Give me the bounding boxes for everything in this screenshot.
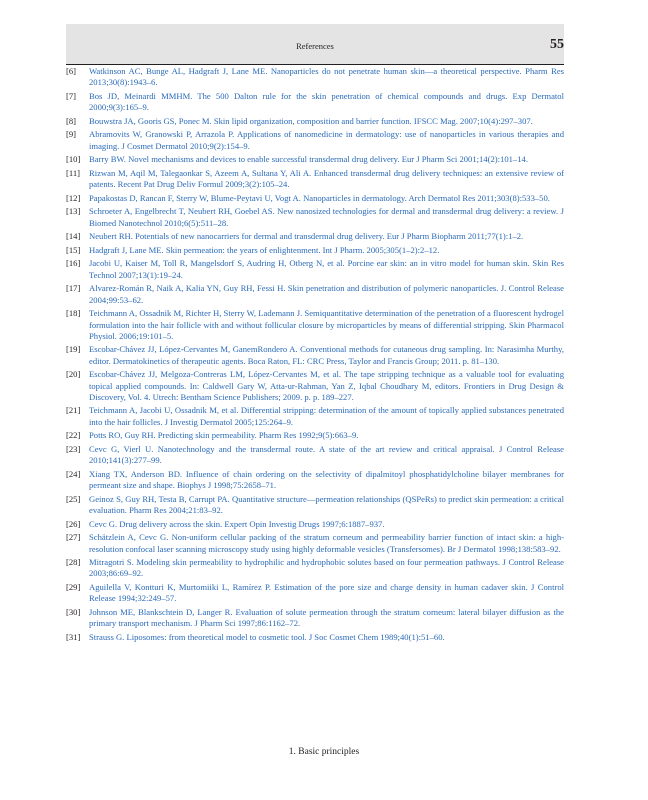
reference-number: [7] — [66, 90, 77, 101]
reference-item — [66, 519, 564, 530]
reference-item — [66, 168, 564, 191]
reference-number: [31] — [66, 631, 81, 642]
reference-item — [66, 245, 564, 256]
reference-item — [66, 116, 564, 127]
reference-item — [66, 129, 564, 152]
reference-link[interactable]: Xiang TX, Anderson BD. Influence of chain ordering on the selectivity of dipalmitoyl phosphatidylcholine bilayer membranes for permeant size and shape. Biophys J 1998;75:2658–71. — [89, 468, 564, 491]
reference-item — [66, 494, 564, 517]
reference-item — [66, 607, 564, 630]
reference-item — [66, 283, 564, 306]
reference-link[interactable]: Johnson ME, Blankschtein D, Langer R. Evaluation of solute permeation through the stratum corneum: lateral bilayer diffusion as the primary transport mechanism. J Pharm Sci 1997;86:1162–72. — [89, 606, 564, 629]
reference-link[interactable]: Aguilella V, Kontturi K, Murtomiiki L, Ramírez P. Estimation of the pore size and charge density in human cadaver skin. J Control Release 1994;32:249–57. — [89, 582, 564, 604]
reference-link[interactable]: Papakostas D, Rancan F, Sterry W, Blume-Peytavi U, Vogt A. Nanoparticles in dermatology. Arch Dermatol Res 2011;303(8):533–50. — [89, 192, 550, 203]
reference-link[interactable]: Abramovits W, Granowski P, Arrazola P. Applications of nanomedicine in dermatology: use of nanoparticles in various therapies and imaging. J Cosmet Dermatol 2010;9(2):154–9. — [89, 129, 564, 151]
page-number: 55 — [550, 37, 564, 52]
reference-number: [14] — [66, 231, 81, 242]
reference-link[interactable]: Teichmann A, Ossadnik M, Richter H, Sterry W, Lademann J. Semiquantitative determination of the penetration of a fluorescent hydrogel formulation into the hair follicle with and without follicular closure by microparticles by means of differential stripping. Skin Pharmacol Physiol. 2006;19:101–5. — [89, 308, 564, 341]
reference-link[interactable]: Escobar-Chávez JJ, Melgoza-Contreras LM, López-Cervantes M, et al. The tape stripping technique as a valuable tool for evaluating topical applied compounds. In: Caldwell Gary W, Atta-ur-Rahman, Yan Z, Iqbal Choudhary M, editors. Frontiers in Drug Design & Discovery, Vol. 4. Utrech: Bentham Science Publishers; 2009. p. p. 189–227. — [89, 369, 564, 402]
reference-number: [26] — [66, 518, 81, 529]
reference-item — [66, 193, 564, 204]
reference-link[interactable]: Escobar-Chávez JJ, López-Cervantes M, GanemRondero A. Conventional methods for cutaneous drug sampling. In: Narasimha Murthy, editor. Dermatokinetics of therapeutic agents. Boca Raton, FL: CRC Press, Taylor and Francis Group; 2011. p. 81–130. — [89, 344, 564, 366]
reference-link[interactable]: Bouwstra JA, Gooris GS, Ponec M. Skin lipid organization, composition and barrier function. IFSCC Mag. 2007;10(4):297–307. — [89, 115, 533, 126]
reference-number: [27] — [66, 532, 81, 543]
reference-link[interactable]: Hadgraft J, Lane ME. Skin permeation: the years of enlightenment. Int J Pharm. 2005;305(1–2):2–12. — [89, 244, 440, 255]
reference-number: [20] — [66, 369, 81, 380]
reference-link[interactable]: Teichmann A, Jacobi U, Ossadnik M, et al. Differential stripping: determination of the amount of topically applied substances penetrated into the hair follicles. J Investig Dermatol 2005;125:264–9. — [89, 405, 564, 427]
reference-item — [66, 405, 564, 428]
reference-number: [22] — [66, 430, 81, 441]
reference-item — [66, 369, 564, 403]
reference-item — [66, 469, 564, 492]
reference-link[interactable]: Jacobi U, Kaiser M, Toll R, Mangelsdorf S, Audring H, Otberg N, et al. Porcine ear skin: an in vitro model for human skin. Skin Res Technol 2007;13(1):19–24. — [89, 258, 564, 280]
reference-number: [11] — [66, 167, 80, 178]
reference-number: [18] — [66, 308, 81, 319]
reference-item — [66, 632, 564, 643]
reference-item — [66, 444, 564, 467]
reference-number: [24] — [66, 468, 81, 479]
reference-number: [13] — [66, 206, 81, 217]
reference-number: [10] — [66, 154, 81, 165]
reference-number: [8] — [66, 115, 77, 126]
reference-number: [12] — [66, 192, 81, 203]
reference-link[interactable]: Strauss G. Liposomes: from theoretical model to cosmetic tool. J Soc Cosmet Chem 1989;40(1):51–60. — [89, 631, 445, 642]
reference-item — [66, 344, 564, 367]
reference-item — [66, 582, 564, 605]
reference-link[interactable]: Cevc G. Drug delivery across the skin. Expert Opin Investig Drugs 1997;6:1887–937. — [89, 518, 385, 529]
reference-item — [66, 430, 564, 441]
reference-item — [66, 66, 564, 89]
running-header — [66, 24, 564, 65]
reference-number: [23] — [66, 443, 81, 454]
reference-link[interactable]: Barry BW. Novel mechanisms and devices to enable successful transdermal drug delivery. Eur J Pharm Sci 2001;14(2):101–14. — [89, 154, 528, 165]
reference-item — [66, 532, 564, 555]
reference-number: [6] — [66, 66, 77, 76]
reference-link[interactable]: Geinoz S, Guy RH, Testa B, Carrupt PA. Quantitative structure—permeation relationships (QSPeRs) to predict skin permeation: a critical evaluation. Pharm Res 2004;21:83–92. — [89, 493, 564, 516]
reference-item — [66, 206, 564, 229]
reference-item — [66, 231, 564, 242]
reference-link[interactable]: Cevc G, Vierl U. Nanotechnology and the transdermal route. A state of the art review and critical appraisal. J Control Release 2010;141(3):277–99. — [89, 443, 564, 466]
header-title: References — [296, 41, 334, 51]
reference-link[interactable]: Schroeter A, Engelbrecht T, Neubert RH, Goebel AS. New nanosized technologies for dermal and transdermal drug delivery: a review. J Biomed Nanotechnol 2010;6(5):511–28. — [89, 206, 564, 228]
reference-number: [17] — [66, 283, 81, 294]
chapter-footer: 1. Basic principles — [288, 747, 360, 757]
reference-number: [9] — [66, 129, 77, 140]
reference-link[interactable]: Watkinson AC, Bunge AL, Hadgraft J, Lane ME. Nanoparticles do not penetrate human skin—a theoretical perspective. Pharm Res 2013;30(8):1943–6. — [89, 66, 564, 88]
reference-link[interactable]: Alvarez-Román R, Naik A, Kalia YN, Guy RH, Fessi H. Skin penetration and distribution of polymeric nanoparticles. J. Control Release 2004;99:53–62. — [89, 283, 564, 305]
reference-number: [29] — [66, 582, 81, 592]
reference-item — [66, 557, 564, 580]
reference-number: [15] — [66, 244, 81, 255]
reference-number: [21] — [66, 405, 81, 416]
reference-item — [66, 154, 564, 165]
reference-item — [66, 91, 564, 114]
reference-item — [66, 258, 564, 281]
reference-number: [16] — [66, 258, 81, 269]
reference-list — [66, 66, 564, 645]
reference-link[interactable]: Potts RO, Guy RH. Predicting skin permeability. Pharm Res 1992;9(5):663–9. — [89, 430, 359, 441]
reference-link[interactable]: Neubert RH. Potentials of new nanocarriers for dermal and transdermal drug delivery. Eur J Pharm Biopharm 2011;77(1):1–2. — [89, 231, 524, 242]
reference-number: [25] — [66, 493, 81, 504]
reference-number: [28] — [66, 557, 81, 568]
reference-link[interactable]: Mitragotri S. Modeling skin permeability to hydrophilic and hydrophobic solutes based on four permeation pathways. J Control Release 2003;86:69–92. — [89, 557, 564, 579]
reference-number: [19] — [66, 344, 81, 355]
reference-link[interactable]: Bos JD, Meinardi MMHM. The 500 Dalton rule for the skin penetration of chemical compounds and drugs. Exp Dermatol 2000;9(3):165–9. — [89, 90, 564, 113]
reference-number: [30] — [66, 606, 81, 617]
reference-item — [66, 308, 564, 342]
reference-link[interactable]: Schätzlein A, Cevc G. Non-uniform cellular packing of the stratum corneum and permeability barrier function of intact skin: a high-resolution confocal laser scanning microscopy study using highly deformable vesicles (Transfersomes). Br J Dermatol 1998;138:583–92. — [89, 532, 564, 554]
reference-link[interactable]: Rizwan M, Aqil M, Talegaonkar S, Azeem A, Sultana Y, Ali A. Enhanced transdermal drug delivery techniques: an extensive review of patents. Recent Pat Drug Deliv Formul 2009;3(2):105–24. — [89, 167, 564, 190]
